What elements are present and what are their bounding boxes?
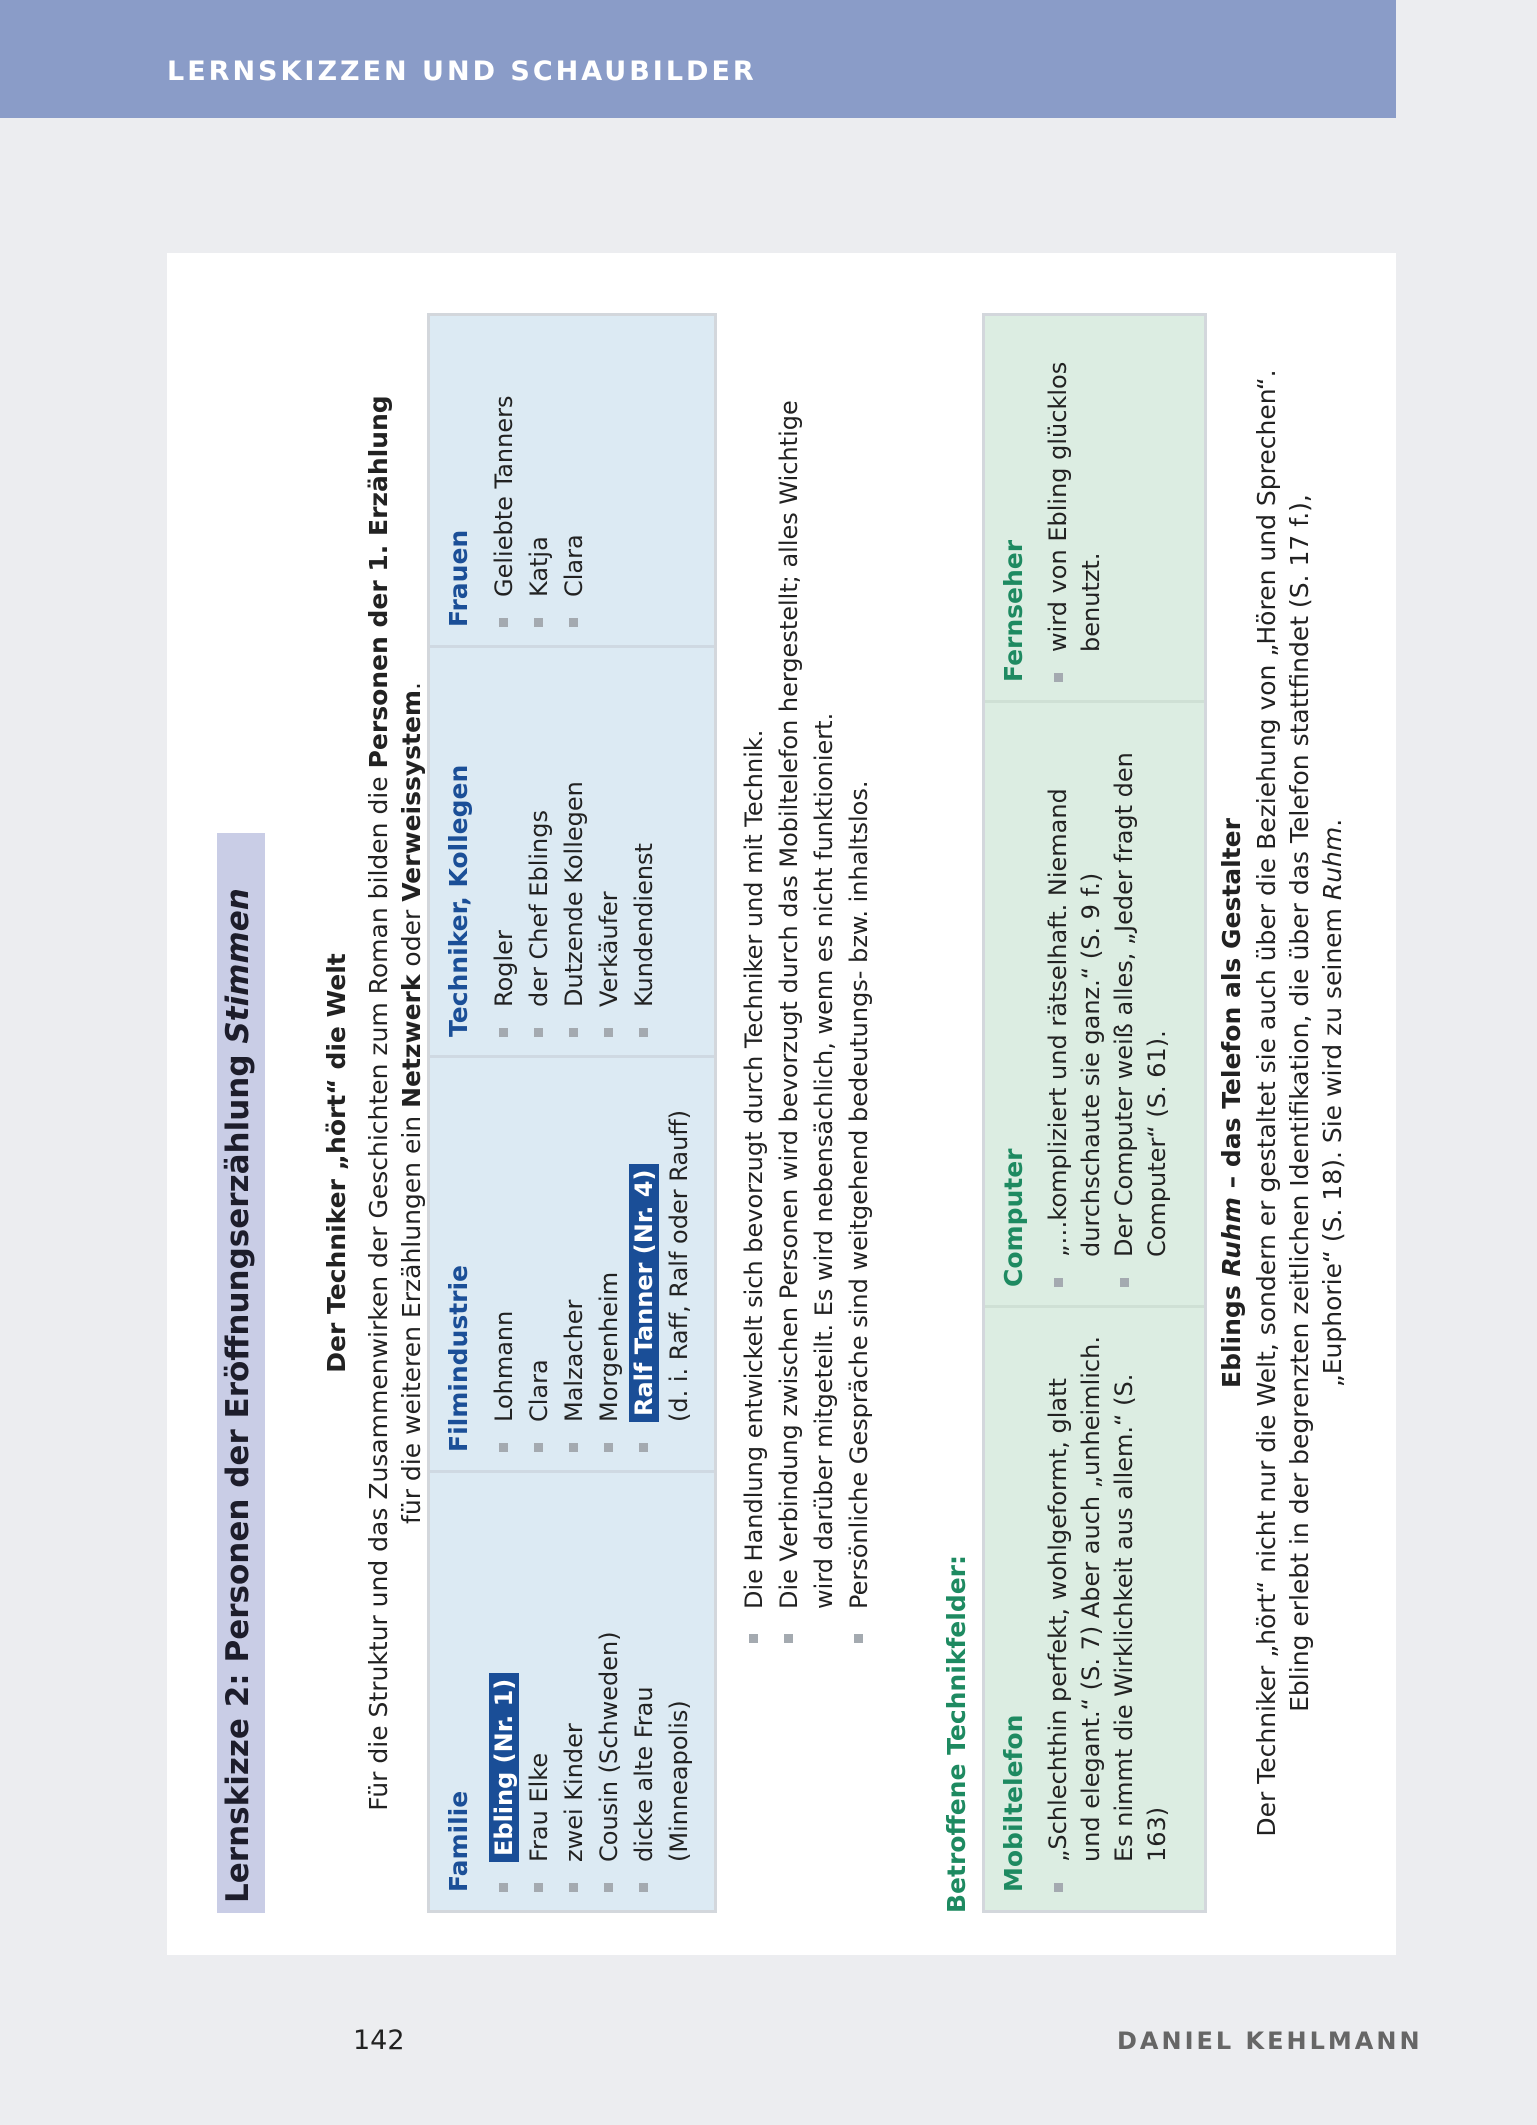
summary-bullets bbox=[737, 343, 877, 1643]
list-item: Morgenheim bbox=[592, 1076, 627, 1452]
page-number: 142 bbox=[353, 2025, 405, 2056]
bullet-item: Die Verbindung zwischen Personen wird bevorzugt durch das Mobiltelefon hergestellt; alles Wichtige wird darüber mitgeteilt. Es wird nebensächlich, wenn es nicht funktioniert. bbox=[772, 343, 842, 1643]
group-heading: Frauen bbox=[444, 529, 473, 627]
sketch-title: Lernskizze 2: Personen der Eröffnungserzählung Stimmen bbox=[220, 888, 256, 1903]
bullet-item: Die Handlung entwickelt sich bevorzugt durch Techniker und mit Technik. bbox=[737, 343, 772, 1643]
techfields-heading: Betroffene Technikfelder: bbox=[942, 1554, 971, 1913]
section-title: LERNSKIZZEN UND SCHAUBILDER bbox=[167, 56, 757, 87]
intro-text: Für die Struktur und das Zusammenwirken der Geschichten zum Roman bilden die Personen der 1. Erzählung für die weiteren Erzählungen ein Netzwerk oder Verweissystem. bbox=[364, 395, 426, 1811]
list-item: Frau Elke bbox=[522, 1491, 557, 1892]
ebling-text: Der Techniker „hört“ nicht nur die Welt, sondern er gestaltet sie auch über die Beziehung von „Hören und Sprechen“. Ebling erlebt in der begrenzten zeitlichen Identifikation, die über das Telefon stattfindet (S. 17 f.), „Euphorie“ (S. 18). Sie wird zu seinem Ruhm. bbox=[1252, 369, 1347, 1837]
group-heading: Filmindustrie bbox=[444, 1264, 473, 1452]
list-item: (d. i. Raff, Ralf oder Rauff) bbox=[665, 1109, 693, 1422]
field-mobiltelefon bbox=[985, 1305, 1204, 1910]
techfields-grid bbox=[982, 313, 1207, 1913]
list-item: dicke alte Frau bbox=[627, 1491, 662, 1892]
group-frauen bbox=[430, 316, 714, 645]
field-heading: Mobiltelefon bbox=[999, 1714, 1028, 1892]
list-item: Cousin (Schweden) bbox=[592, 1491, 627, 1892]
bullet-item: Persönliche Gespräche sind weitgehend bedeutungs- bzw. inhaltslos. bbox=[842, 343, 877, 1643]
persons-grid bbox=[427, 313, 717, 1913]
group-familie bbox=[430, 1470, 714, 1910]
list-item: Ralf Tanner (Nr. 4) bbox=[627, 1076, 662, 1452]
field-computer bbox=[985, 700, 1204, 1305]
header-bar bbox=[0, 0, 1396, 118]
field-fernseher bbox=[985, 316, 1204, 700]
list-item: Geliebte Tanners bbox=[487, 334, 522, 627]
list-item: Katja bbox=[522, 334, 557, 627]
group-filmindustrie bbox=[430, 1055, 714, 1470]
group-techniker bbox=[430, 645, 714, 1055]
list-item: der Chef Eblings bbox=[522, 666, 557, 1037]
content-card bbox=[167, 253, 1396, 1955]
field-heading: Computer bbox=[999, 1148, 1028, 1287]
group-heading: Familie bbox=[444, 1790, 473, 1892]
list-item: Ebling (Nr. 1) bbox=[487, 1491, 522, 1892]
list-item: „Schlechthin perfekt, wohlgeformt, glatt und elegant.“ (S. 7) Aber auch „unheimlich. Es nimmt die Wirklichkeit aus allem.“ (S. 163) bbox=[1042, 1326, 1174, 1892]
group-heading: Techniker, Kollegen bbox=[444, 764, 473, 1037]
sketch-title-bar bbox=[217, 833, 265, 1913]
field-heading: Fernseher bbox=[999, 539, 1028, 682]
list-item: Dutzende Kollegen bbox=[557, 666, 592, 1037]
list-item: Clara bbox=[522, 1076, 557, 1452]
author-name: DANIEL KEHLMANN bbox=[1117, 2027, 1423, 2055]
list-item: zwei Kinder bbox=[557, 1491, 592, 1892]
list-item: Malzacher bbox=[557, 1076, 592, 1452]
list-item: Rogler bbox=[487, 666, 522, 1037]
list-item: Der Computer weiß alles, „Jeder fragt den Computer“ (S. 61). bbox=[1108, 721, 1174, 1287]
list-item: Verkäufer bbox=[592, 666, 627, 1037]
list-item: wird von Ebling glücklos benutzt. bbox=[1042, 334, 1108, 682]
list-item: (Minneapolis) bbox=[665, 1700, 693, 1862]
list-item: Kundendienst bbox=[627, 666, 662, 1037]
list-item: Lohmann bbox=[487, 1076, 522, 1452]
sketch-subtitle: Der Techniker „hört“ die Welt bbox=[322, 953, 351, 1373]
ebling-heading: Eblings Ruhm – das Telefon als Gestalter bbox=[1217, 818, 1246, 1388]
rotated-content bbox=[197, 293, 1347, 1913]
list-item: Clara bbox=[557, 334, 592, 627]
list-item: „…kompliziert und rätselhaft. Niemand durchschaute sie ganz.“ (S. 9 f.) bbox=[1042, 721, 1108, 1287]
